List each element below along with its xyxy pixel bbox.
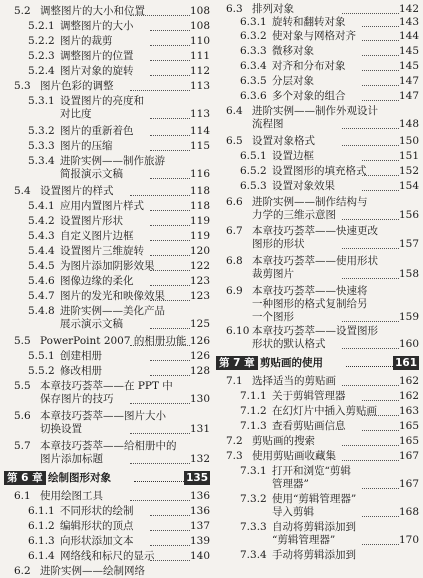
entry-number: 6.10	[226, 325, 250, 337]
entry-number: 6.6	[226, 196, 243, 208]
entry-page-number: 144	[398, 30, 419, 42]
entry-number: 6.3.5	[240, 75, 267, 87]
entry-page-number: 131	[189, 423, 210, 435]
entry-title-cont: 切换设置	[40, 423, 82, 435]
leader-dots	[362, 55, 399, 56]
entry-page-number: 136	[189, 505, 210, 517]
entry-number: 7.1.2	[240, 405, 267, 417]
entry-title-cont: 简报演示文稿	[60, 168, 123, 180]
entry-number: 7.3	[226, 450, 243, 462]
entry-title: 图片对象的旋转	[60, 65, 134, 77]
leader-dots	[130, 195, 190, 196]
entry-title-cont: 图形的形状	[252, 238, 305, 250]
entry-number: 6.5.3	[240, 180, 267, 192]
entry-number: 5.3.2	[28, 125, 55, 137]
leader-dots	[342, 219, 399, 220]
entry-number: 6.3.2	[240, 30, 267, 42]
entry-number: 6.5	[226, 135, 243, 147]
entry-number: 6.1.1	[28, 505, 55, 517]
entry-number: 7.3.4	[240, 549, 267, 561]
entry-title: 设置对象格式	[252, 135, 315, 147]
entry-title: 修改相册	[60, 365, 102, 377]
entry-page-number: 130	[189, 393, 210, 405]
entry-page-number: 110	[189, 35, 210, 47]
leader-dots	[362, 415, 399, 416]
entry-number: 5.5	[14, 380, 31, 392]
chapter-page-number: 161	[395, 357, 417, 369]
entry-page-number: 116	[189, 168, 210, 180]
entry-title-cont: 管理器”	[272, 478, 309, 490]
leader-dots	[362, 40, 399, 41]
entry-page-number: 152	[398, 165, 419, 177]
entry-number: 6.3.3	[240, 45, 267, 57]
entry-page-number: 136	[189, 490, 210, 502]
leader-dots	[150, 210, 190, 211]
entry-title-cont: 展示演示文稿	[60, 318, 123, 330]
entry-page-number: 145	[398, 45, 419, 57]
entry-number: 6.3.1	[240, 16, 267, 28]
entry-title: 对齐和分布对象	[272, 60, 346, 72]
entry-number: 7.1.1	[240, 390, 267, 402]
leader-dots	[150, 60, 190, 61]
entry-page-number: 125	[189, 318, 210, 330]
chapter-number: 第 7 章	[216, 356, 258, 370]
leader-dots	[150, 560, 190, 561]
entry-page-number: 118	[189, 200, 210, 212]
entry-number: 5.4.2	[28, 215, 55, 227]
entry-page-number: 119	[189, 215, 210, 227]
entry-page-number: 170	[398, 534, 419, 546]
entry-number: 5.2.1	[28, 20, 55, 32]
entry-title-cont: 一种图形的格式复制给另	[252, 298, 368, 310]
entry-number: 5.4.8	[28, 305, 55, 317]
entry-number: 5.4.3	[28, 230, 55, 242]
leader-dots	[342, 128, 399, 129]
leader-dots	[150, 225, 190, 226]
entry-page-number: 137	[189, 520, 210, 532]
entry-page-number: 114	[189, 125, 210, 137]
chapter-number: 第 6 章	[4, 471, 46, 485]
entry-title-cont: 力学的三维示意图	[252, 209, 336, 221]
leader-dots	[150, 30, 190, 31]
entry-title-cont: 保存图片的技巧	[40, 393, 114, 405]
entry-page-number: 151	[398, 150, 419, 162]
entry-title: 设置对象效果	[272, 180, 335, 192]
entry-title: 设置图片三维旋转	[60, 245, 144, 257]
leader-dots	[130, 500, 190, 501]
leader-dots	[362, 488, 399, 489]
entry-title: 图片的重新着色	[60, 125, 134, 137]
leader-dots	[150, 135, 190, 136]
entry-title-cont: 形状的默认格式	[252, 338, 326, 350]
entry-number: 6.7	[226, 225, 243, 237]
entry-number: 5.2.3	[28, 50, 55, 62]
leader-dots	[362, 26, 399, 27]
leader-dots	[150, 530, 190, 531]
entry-title: 设置图片形状	[60, 215, 123, 227]
entry-number: 6.1.2	[28, 520, 55, 532]
entry-title: 图片的压缩	[60, 140, 113, 152]
leader-dots	[346, 366, 393, 367]
entry-page-number: 167	[398, 450, 419, 462]
entry-page-number: 157	[398, 238, 419, 250]
entry-title: 设置图片的样式	[40, 185, 114, 197]
entry-title: 使对象与网格对齐	[272, 30, 356, 42]
entry-title: 图像边缘的柔化	[60, 275, 134, 287]
leader-dots	[362, 190, 399, 191]
entry-page-number: 115	[189, 140, 210, 152]
entry-title: 排列对象	[252, 3, 294, 15]
entry-title: 进阶实例——美化产品	[60, 305, 165, 317]
entry-page-number: 112	[189, 65, 210, 77]
leader-dots	[150, 118, 190, 119]
entry-title: 分层对象	[272, 75, 314, 87]
entry-number: 5.2.4	[28, 65, 55, 77]
entry-title: 剪贴画的搜索	[252, 435, 315, 447]
entry-number: 6.2	[14, 565, 31, 577]
entry-page-number: 145	[398, 60, 419, 72]
entry-title: 设置图片的亮度和	[60, 95, 144, 107]
entry-page-number: 165	[398, 420, 419, 432]
entry-page-number: 162	[398, 390, 419, 402]
entry-number: 6.1.4	[28, 550, 55, 562]
toc-chapter-heading[interactable]	[4, 471, 210, 485]
entry-page-number: 126	[189, 335, 210, 347]
leader-dots	[150, 178, 190, 179]
leader-dots	[342, 13, 399, 14]
entry-page-number: 126	[189, 350, 210, 362]
leader-dots	[342, 385, 399, 386]
entry-page-number: 159	[398, 311, 419, 323]
entry-title: 查看剪贴画信息	[272, 420, 346, 432]
entry-title: 网络线和标尺的显示	[60, 550, 155, 562]
entry-title: 为图片添加阴影效果	[60, 260, 155, 272]
leader-dots	[362, 160, 399, 161]
entry-page-number: 147	[398, 75, 419, 87]
entry-title: 关于剪辑管理器	[272, 390, 346, 402]
entry-page-number: 113	[189, 80, 210, 92]
leader-dots	[342, 348, 399, 349]
entry-page-number: 123	[189, 275, 210, 287]
entry-number: 5.7	[14, 440, 31, 452]
entry-page-number: 108	[189, 5, 210, 17]
entry-page-number: 128	[189, 365, 210, 377]
entry-page-number: 165	[398, 435, 419, 447]
entry-page-number: 139	[189, 535, 210, 547]
leader-dots	[130, 90, 190, 91]
entry-number: 6.1.3	[28, 535, 55, 547]
entry-number: 5.5	[14, 335, 31, 347]
entry-page-number: 158	[398, 268, 419, 280]
leader-dots	[362, 400, 399, 401]
leader-dots	[362, 430, 399, 431]
entry-title: 多个对象的组合	[272, 90, 346, 102]
entry-title: 调整图片的大小	[60, 20, 134, 32]
leader-dots	[362, 544, 399, 545]
entry-page-number: 122	[189, 260, 210, 272]
entry-page-number: 119	[189, 230, 210, 242]
entry-number: 6.8	[226, 255, 243, 267]
entry-title: 向形状添加文本	[60, 535, 134, 547]
entry-title: 进阶实例——制作结构与	[252, 196, 368, 208]
leader-dots	[362, 85, 399, 86]
entry-title: 在幻灯片中插入剪贴画	[272, 405, 377, 417]
entry-number: 6.5.1	[240, 150, 267, 162]
leader-dots	[150, 545, 190, 546]
entry-title: 进阶实例——制作旅游	[60, 155, 165, 167]
leader-dots	[130, 15, 190, 16]
entry-title: 使用“剪辑管理器”	[272, 493, 357, 505]
leader-dots	[130, 345, 190, 346]
entry-title: 应用内置图片样式	[60, 200, 144, 212]
entry-title: 本章技巧荟萃——设置图形	[252, 325, 378, 337]
leader-dots	[342, 248, 399, 249]
entry-number: 5.4.1	[28, 200, 55, 212]
leader-dots	[150, 285, 190, 286]
leader-dots	[362, 70, 399, 71]
leader-dots	[362, 516, 399, 517]
leader-dots	[150, 75, 190, 76]
entry-page-number: 167	[398, 478, 419, 490]
entry-number: 5.4.5	[28, 260, 55, 272]
entry-number: 5.4.6	[28, 275, 55, 287]
entry-number: 5.5.2	[28, 365, 55, 377]
entry-number: 5.4.4	[28, 245, 55, 257]
entry-title: 本章技巧荟萃——图片大小	[40, 410, 166, 422]
chapter-title: 剪贴画的使用	[260, 357, 323, 369]
entry-title: 图片的发光和映像效果	[60, 290, 165, 302]
leader-dots	[342, 278, 399, 279]
leader-dots	[150, 150, 190, 151]
entry-title-cont: 裁剪图片	[252, 268, 294, 280]
leader-dots	[150, 240, 190, 241]
entry-page-number: 118	[189, 185, 210, 197]
entry-page-number: 142	[398, 3, 419, 15]
entry-title-cont: 图片添加标题	[40, 453, 103, 465]
leader-dots	[150, 270, 190, 271]
entry-title: 使用剪贴画收藏集	[252, 450, 336, 462]
entry-page-number: 111	[189, 50, 210, 62]
entry-title: 微移对象	[272, 45, 314, 57]
entry-title: 进阶实例——制作外观设计	[252, 105, 378, 117]
entry-page-number: 148	[398, 118, 419, 130]
entry-number: 7.3.3	[240, 521, 267, 533]
toc-chapter-heading[interactable]	[216, 356, 419, 370]
entry-page-number: 160	[398, 338, 419, 350]
entry-page-number: 168	[398, 506, 419, 518]
entry-title: 进阶实例——绘制网络	[40, 565, 145, 577]
entry-number: 5.6	[14, 410, 31, 422]
entry-page-number: 150	[398, 135, 419, 147]
leader-dots	[134, 481, 184, 482]
entry-title: 本章技巧荟萃——在 PPT 中	[40, 380, 173, 392]
entry-title-cont: 导入剪辑	[272, 506, 314, 518]
entry-page-number: 147	[398, 90, 419, 102]
entry-title-cont: 流程图	[252, 118, 284, 130]
entry-title: 选择适当的剪贴画	[252, 375, 336, 387]
entry-title: 设置图形的填充格式	[272, 165, 367, 177]
entry-page-number: 162	[398, 375, 419, 387]
entry-title: 创建相册	[60, 350, 102, 362]
leader-dots	[342, 445, 399, 446]
entry-title: 本章技巧荟萃——快速将	[252, 285, 368, 297]
leader-dots	[150, 328, 190, 329]
entry-number: 6.3	[226, 3, 243, 15]
leader-dots	[150, 45, 190, 46]
entry-page-number: 154	[398, 180, 419, 192]
entry-number: 6.1	[14, 490, 31, 502]
leader-dots	[362, 175, 399, 176]
entry-number: 6.5.2	[240, 165, 267, 177]
entry-number: 5.3.3	[28, 140, 55, 152]
entry-number: 5.5.1	[28, 350, 55, 362]
entry-title: 本章技巧荟萃——快速更改	[252, 225, 378, 237]
entry-title: 手动将剪辑添加到	[272, 549, 356, 561]
entry-number: 5.3.1	[28, 95, 55, 107]
entry-title: 本章技巧荟萃——给相册中的	[40, 440, 177, 452]
entry-number: 7.1.3	[240, 420, 267, 432]
entry-title: 本章技巧荟萃——使用形状	[252, 255, 378, 267]
entry-number: 7.3.2	[240, 493, 267, 505]
leader-dots	[342, 321, 399, 322]
entry-title: 使用绘图工具	[40, 490, 103, 502]
leader-dots	[150, 255, 190, 256]
entry-page-number: 132	[189, 453, 210, 465]
entry-page-number: 123	[189, 290, 210, 302]
leader-dots	[130, 463, 190, 464]
leader-dots	[342, 460, 399, 461]
entry-number: 7.3.1	[240, 465, 267, 477]
chapter-title: 绘制图形对象	[48, 472, 111, 484]
entry-page-number: 108	[189, 20, 210, 32]
entry-title: 自动将剪辑添加到	[272, 521, 356, 533]
entry-title: 不同形状的绘制	[60, 505, 134, 517]
entry-number: 5.4.7	[28, 290, 55, 302]
entry-title: PowerPoint 2007 的相册功能	[40, 335, 187, 347]
leader-dots	[342, 145, 399, 146]
entry-title: 调整图片的位置	[60, 50, 134, 62]
entry-number: 7.2	[226, 435, 243, 447]
entry-title: 编辑形状的顶点	[60, 520, 134, 532]
leader-dots	[150, 515, 190, 516]
entry-number: 6.3.6	[240, 90, 267, 102]
entry-title: 自定义图片边框	[60, 230, 134, 242]
entry-number: 5.2.2	[28, 35, 55, 47]
leader-dots	[130, 403, 190, 404]
entry-page-number: 140	[189, 550, 210, 562]
chapter-page-number: 135	[186, 472, 208, 484]
entry-number: 5.4	[14, 185, 31, 197]
entry-number: 6.4	[226, 105, 243, 117]
entry-title-cont: 对比度	[60, 108, 92, 120]
entry-title: 图片的裁剪	[60, 35, 113, 47]
leader-dots	[362, 100, 399, 101]
entry-title: 打开和浏览“剪辑	[272, 465, 351, 477]
leader-dots	[150, 375, 190, 376]
entry-title: 旋转和翻转对象	[272, 16, 346, 28]
entry-page-number: 163	[398, 405, 419, 417]
entry-title: 图片色彩的调整	[40, 80, 114, 92]
entry-number: 5.2	[14, 5, 31, 17]
entry-number: 5.3.4	[28, 155, 55, 167]
entry-title-cont: “剪辑管理器”	[272, 534, 336, 546]
entry-page-number: 120	[189, 245, 210, 257]
leader-dots	[150, 360, 190, 361]
entry-number: 5.3	[14, 80, 31, 92]
entry-page-number: 113	[189, 108, 210, 120]
entry-title: 调整图片的大小和位置	[40, 5, 145, 17]
entry-page-number: 143	[398, 16, 419, 28]
entry-number: 6.3.4	[240, 60, 267, 72]
entry-number: 7.1	[226, 375, 243, 387]
entry-title: 设置边框	[272, 150, 314, 162]
leader-dots	[150, 300, 190, 301]
entry-title-cont: 一个图形	[252, 311, 294, 323]
entry-page-number: 156	[398, 209, 419, 221]
entry-number: 6.9	[226, 285, 243, 297]
leader-dots	[130, 433, 190, 434]
